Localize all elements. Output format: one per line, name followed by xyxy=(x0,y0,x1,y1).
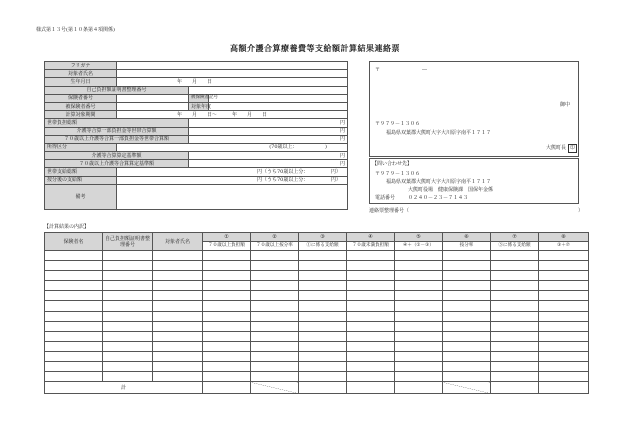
table-cell xyxy=(539,281,589,291)
sender-name: 大熊町長 xyxy=(546,145,567,151)
table-cell xyxy=(45,291,103,301)
table-cell xyxy=(443,331,491,341)
table-cell xyxy=(103,321,153,331)
table-cell xyxy=(153,372,203,382)
table-cell xyxy=(347,311,395,321)
table-cell xyxy=(203,261,251,271)
share-label: 按分後の支給額 xyxy=(45,176,117,184)
table-cell xyxy=(203,301,251,311)
table-cell xyxy=(539,341,589,351)
amount-unit: 円 xyxy=(189,127,348,135)
insurer-label: 保険者番号 xyxy=(45,94,117,102)
table-cell xyxy=(103,311,153,321)
table-cell xyxy=(443,362,491,372)
standard-label: ７０歳以上介護等合算算定基準額 xyxy=(45,160,189,168)
remarks-value xyxy=(117,184,348,209)
table-cell xyxy=(347,301,395,311)
table-cell xyxy=(203,341,251,351)
info-row xyxy=(45,78,348,86)
table-cell xyxy=(395,372,443,382)
column-subheader: ③＋⑦ xyxy=(539,242,589,251)
table-cell xyxy=(395,341,443,351)
table-cell xyxy=(347,331,395,341)
total-cell xyxy=(539,382,589,394)
table-cell xyxy=(299,321,347,331)
table-cell xyxy=(395,251,443,261)
total-cell-disabled xyxy=(251,382,299,394)
table-cell xyxy=(203,351,251,361)
table-cell xyxy=(539,351,589,361)
total-cell xyxy=(395,382,443,394)
table-row xyxy=(45,372,589,382)
table-cell xyxy=(251,251,299,261)
standard-unit: 円 xyxy=(189,152,348,160)
amount-unit: 円 xyxy=(189,135,348,143)
detail-table xyxy=(44,232,589,394)
table-cell xyxy=(395,261,443,271)
info-table xyxy=(44,61,348,210)
table-cell xyxy=(251,301,299,311)
income-label: 所得区分 xyxy=(45,143,117,151)
table-cell xyxy=(539,331,589,341)
table-cell xyxy=(45,271,103,281)
table-cell xyxy=(347,291,395,301)
table-cell xyxy=(103,291,153,301)
table-cell xyxy=(395,321,443,331)
table-cell xyxy=(395,271,443,281)
contact-postal: 〒９７９－１３０６ xyxy=(375,171,421,177)
table-cell xyxy=(491,301,539,311)
table-cell xyxy=(347,321,395,331)
insurer-row xyxy=(45,94,348,102)
column-header: 対象者氏名 xyxy=(153,233,203,251)
table-cell xyxy=(539,321,589,331)
standard-row xyxy=(45,160,348,168)
page-title: 高額介護合算療養費等支給額計算結果連絡票 xyxy=(230,43,400,53)
table-cell xyxy=(251,331,299,341)
table-cell xyxy=(491,331,539,341)
table-cell xyxy=(491,281,539,291)
info-label: 自己負担額証明書整理番号 xyxy=(45,86,189,94)
table-row xyxy=(45,321,589,331)
table-cell xyxy=(251,271,299,281)
table-cell xyxy=(395,311,443,321)
column-header: 自己負担額証明書整理番号 xyxy=(103,233,153,251)
table-cell xyxy=(45,301,103,311)
table-cell xyxy=(491,271,539,281)
table-cell xyxy=(45,341,103,351)
payment-value: 円（うち70歳以上分： 円） xyxy=(117,168,348,176)
table-cell xyxy=(45,281,103,291)
table-cell xyxy=(395,281,443,291)
insured-label: 被保険者記号 xyxy=(189,94,209,102)
table-cell xyxy=(347,372,395,382)
table-row xyxy=(45,362,589,372)
table-cell xyxy=(491,291,539,301)
info-row xyxy=(45,86,348,94)
table-cell xyxy=(491,311,539,321)
table-cell xyxy=(299,331,347,341)
recipient-suffix: 御中 xyxy=(560,102,571,108)
table-cell xyxy=(251,291,299,301)
table-cell xyxy=(103,331,153,341)
table-row xyxy=(45,341,589,351)
table-cell xyxy=(443,271,491,281)
table-cell xyxy=(539,362,589,372)
table-cell xyxy=(203,311,251,321)
table-cell xyxy=(45,261,103,271)
table-cell xyxy=(251,372,299,382)
table-cell xyxy=(539,291,589,301)
table-cell xyxy=(299,351,347,361)
table-cell xyxy=(299,341,347,351)
share-row xyxy=(45,176,348,184)
insured-number-value xyxy=(117,102,189,110)
table-cell xyxy=(203,321,251,331)
table-cell xyxy=(45,331,103,341)
contact-box xyxy=(369,158,579,204)
table-cell xyxy=(153,331,203,341)
info-label: 対象者氏名 xyxy=(45,70,117,78)
insurer-value xyxy=(117,94,189,102)
column-number: ⑤ xyxy=(395,233,443,242)
insured-number-row xyxy=(45,102,348,110)
table-cell xyxy=(491,341,539,351)
column-number: ⑥ xyxy=(443,233,491,242)
amount-unit: 円 xyxy=(189,119,348,127)
total-row xyxy=(45,382,589,394)
amount-row xyxy=(45,119,348,127)
table-cell xyxy=(153,362,203,372)
table-cell xyxy=(347,271,395,281)
table-cell xyxy=(103,261,153,271)
address-box xyxy=(369,61,579,157)
table-row xyxy=(45,311,589,321)
income-row xyxy=(45,143,348,151)
seal-stamp: 印 xyxy=(568,144,577,153)
table-cell xyxy=(299,362,347,372)
column-subheader: ７０歳以上負担額 xyxy=(203,242,251,251)
period-label: 計算対象期間 xyxy=(45,111,117,119)
period-value: 年 月 日～ 年 月 日 xyxy=(117,111,348,119)
table-cell xyxy=(491,261,539,271)
info-row xyxy=(45,62,348,70)
table-cell xyxy=(251,351,299,361)
table-cell xyxy=(443,311,491,321)
table-cell xyxy=(347,251,395,261)
table-cell xyxy=(153,251,203,261)
table-cell xyxy=(299,271,347,281)
share-value: 円（うち70歳以上分： 円） xyxy=(117,176,348,184)
table-cell xyxy=(443,372,491,382)
table-cell xyxy=(299,261,347,271)
table-cell xyxy=(203,281,251,291)
detail-heading: 【計算結果の内訳】 xyxy=(44,224,90,230)
remarks-label: 備考 xyxy=(45,184,117,209)
column-subheader: ７０歳以上按分率 xyxy=(251,242,299,251)
table-row xyxy=(45,331,589,341)
fiscal-year-value xyxy=(209,102,348,110)
insured-value xyxy=(209,94,348,102)
table-cell xyxy=(251,261,299,271)
remarks-row xyxy=(45,184,348,209)
table-cell xyxy=(491,351,539,361)
table-cell xyxy=(103,341,153,351)
table-cell xyxy=(539,301,589,311)
contact-address: 福島県双葉郡大熊町大字大川原字南平１７１７ xyxy=(386,179,492,185)
column-number: ④ xyxy=(347,233,395,242)
column-number: ⑦ xyxy=(491,233,539,242)
table-cell xyxy=(299,372,347,382)
info-value xyxy=(117,70,348,78)
column-number: ② xyxy=(251,233,299,242)
table-cell xyxy=(153,321,203,331)
table-cell xyxy=(153,291,203,301)
total-cell xyxy=(299,382,347,394)
table-cell xyxy=(491,362,539,372)
table-cell xyxy=(443,341,491,351)
amount-label: 介護等合算一部負担金等世帯合算額 xyxy=(45,127,189,135)
table-cell xyxy=(103,251,153,261)
table-cell xyxy=(443,351,491,361)
table-cell xyxy=(203,251,251,261)
table-cell xyxy=(491,251,539,261)
table-cell xyxy=(395,351,443,361)
request-number-label: 連絡票整理番号（ xyxy=(369,208,410,214)
table-cell xyxy=(443,291,491,301)
table-cell xyxy=(299,251,347,261)
table-cell xyxy=(299,301,347,311)
insured-number-label: 被保険者番号 xyxy=(45,102,117,110)
request-number-close: ） xyxy=(578,208,584,214)
column-subheader: 按分率 xyxy=(443,242,491,251)
column-subheader: ④＋（①－③） xyxy=(395,242,443,251)
payment-row xyxy=(45,168,348,176)
table-cell xyxy=(395,291,443,301)
contact-phone-label: 電話番号 xyxy=(375,195,396,201)
table-row xyxy=(45,271,589,281)
column-subheader: ⑤に係る支給額 xyxy=(491,242,539,251)
table-cell xyxy=(103,372,153,382)
total-cell xyxy=(491,382,539,394)
info-value xyxy=(189,86,348,94)
table-cell xyxy=(539,251,589,261)
table-cell xyxy=(299,311,347,321)
table-cell xyxy=(103,281,153,291)
table-cell xyxy=(491,321,539,331)
postal-dash: ― xyxy=(422,67,427,73)
table-cell xyxy=(347,341,395,351)
total-cell-disabled xyxy=(443,382,491,394)
table-cell xyxy=(45,362,103,372)
table-cell xyxy=(491,372,539,382)
payment-label: 世帯支給総額 xyxy=(45,168,117,176)
total-cell xyxy=(347,382,395,394)
total-label: 計 xyxy=(45,382,203,394)
table-cell xyxy=(347,281,395,291)
standard-row xyxy=(45,152,348,160)
table-cell xyxy=(103,271,153,281)
table-cell xyxy=(203,291,251,301)
contact-department: 大熊町役場 健康保険課 国保年金係 xyxy=(408,187,494,193)
period-row xyxy=(45,111,348,119)
table-cell xyxy=(443,261,491,271)
table-cell xyxy=(299,291,347,301)
table-row xyxy=(45,291,589,301)
sender-postal: 〒９７９－１３０６ xyxy=(375,121,421,127)
table-cell xyxy=(103,301,153,311)
column-header: 保険者名 xyxy=(45,233,103,251)
table-cell xyxy=(395,301,443,311)
table-cell xyxy=(153,301,203,311)
table-cell xyxy=(45,321,103,331)
table-cell xyxy=(203,331,251,341)
table-cell xyxy=(45,351,103,361)
table-cell xyxy=(299,281,347,291)
table-cell xyxy=(443,301,491,311)
table-cell xyxy=(153,281,203,291)
table-cell xyxy=(203,362,251,372)
table-cell xyxy=(153,261,203,271)
table-cell xyxy=(539,261,589,271)
table-cell xyxy=(45,311,103,321)
table-cell xyxy=(539,311,589,321)
detail-header-row xyxy=(45,233,589,242)
contact-heading: 【問い合わせ先】 xyxy=(372,161,413,167)
info-row xyxy=(45,70,348,78)
column-number: ⑧ xyxy=(539,233,589,242)
table-cell xyxy=(103,362,153,372)
table-cell xyxy=(251,311,299,321)
table-cell xyxy=(153,311,203,321)
table-row xyxy=(45,281,589,291)
table-cell xyxy=(443,281,491,291)
table-cell xyxy=(153,351,203,361)
table-row xyxy=(45,351,589,361)
table-cell xyxy=(45,251,103,261)
amount-row xyxy=(45,135,348,143)
table-cell xyxy=(347,362,395,372)
table-cell xyxy=(251,281,299,291)
table-cell xyxy=(443,321,491,331)
amount-label: ７０歳以上介護等合算一部負担金等世帯合算額 xyxy=(45,135,189,143)
info-value: 年 月 日 xyxy=(117,78,348,86)
income-note: (70歳以上： ) xyxy=(117,143,348,151)
total-cell xyxy=(203,382,251,394)
column-number: ① xyxy=(203,233,251,242)
table-cell xyxy=(251,341,299,351)
amount-row xyxy=(45,127,348,135)
sender-address: 福島県双葉郡大熊町大字大川原字南平１７１７ xyxy=(386,130,492,136)
info-label: 生年月日 xyxy=(45,78,117,86)
table-cell xyxy=(153,271,203,281)
contact-phone: ０２４０－２３－７１４３ xyxy=(408,195,469,201)
table-cell xyxy=(251,362,299,372)
table-row xyxy=(45,251,589,261)
table-cell xyxy=(539,271,589,281)
info-value xyxy=(117,62,348,70)
table-row xyxy=(45,301,589,311)
table-row xyxy=(45,261,589,271)
table-cell xyxy=(153,341,203,351)
info-label: フリガナ xyxy=(45,62,117,70)
table-cell xyxy=(251,321,299,331)
table-cell xyxy=(347,261,395,271)
table-cell xyxy=(203,271,251,281)
table-cell xyxy=(539,372,589,382)
standard-unit: 円 xyxy=(189,160,348,168)
table-cell xyxy=(443,251,491,261)
postal-mark: 〒 xyxy=(375,67,381,73)
column-number: ③ xyxy=(299,233,347,242)
fiscal-year-label: 対象年度 xyxy=(189,102,209,110)
table-cell xyxy=(347,351,395,361)
table-cell xyxy=(395,362,443,372)
amount-label: 世帯負担総額 xyxy=(45,119,189,127)
table-cell xyxy=(45,372,103,382)
table-cell xyxy=(103,351,153,361)
table-cell xyxy=(395,331,443,341)
table-cell xyxy=(203,372,251,382)
standard-label: 介護等合算算定基準額 xyxy=(45,152,189,160)
column-subheader: ①に係る支給額 xyxy=(299,242,347,251)
column-subheader: ７０歳未満負担額 xyxy=(347,242,395,251)
form-number: 様式第１３号(第１０条第４項関係) xyxy=(36,27,115,33)
